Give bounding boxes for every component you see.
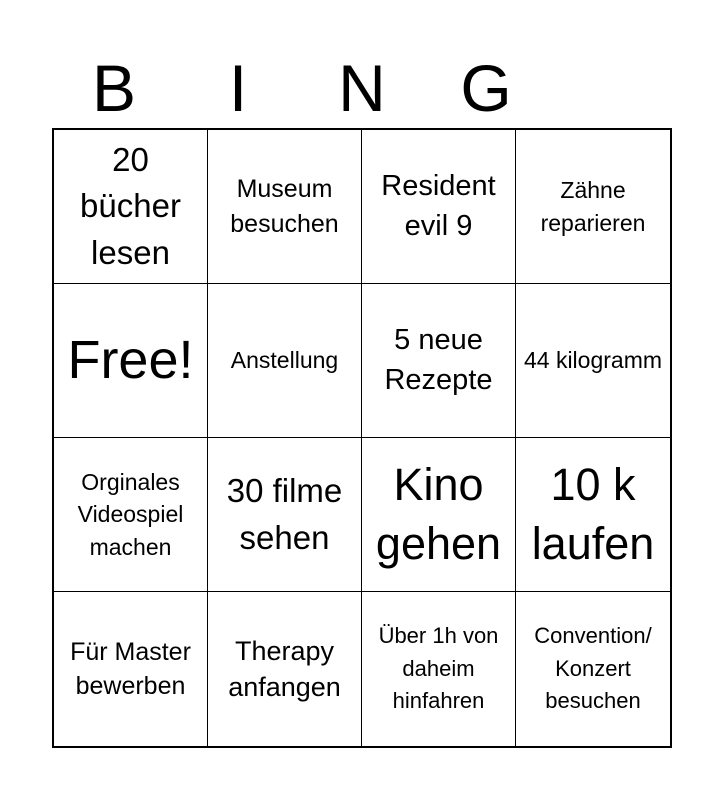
cell-text: Kino gehen: [375, 459, 502, 569]
cell-text: 30 filme sehen: [226, 472, 343, 556]
cell-text: Orginales Videospiel machen: [77, 469, 184, 560]
cell-text: Zähne reparieren: [540, 177, 646, 236]
cell-text: Über 1h von daheim hinfahren: [378, 623, 499, 714]
cell-text: Für Master bewerben: [70, 637, 191, 700]
bingo-cell[interactable]: [516, 284, 670, 438]
cell-text: Resident evil 9: [381, 170, 496, 242]
bingo-cell[interactable]: [516, 592, 670, 746]
bingo-cell[interactable]: [208, 592, 362, 746]
cell-text: Anstellung: [230, 347, 339, 374]
header-letter-n: N: [338, 51, 386, 125]
bingo-cell[interactable]: [208, 284, 362, 438]
bingo-cell[interactable]: [208, 130, 362, 284]
bingo-cell[interactable]: [54, 438, 208, 592]
cell-text: Therapy anfangen: [228, 635, 341, 702]
bingo-cell[interactable]: [362, 130, 516, 284]
cell-text: 10 k laufen: [531, 459, 655, 569]
bingo-cell[interactable]: [54, 130, 208, 284]
bingo-cell[interactable]: [516, 438, 670, 592]
bingo-cell[interactable]: [362, 284, 516, 438]
header-letter-i: I: [228, 51, 248, 125]
header-letter-g: G: [460, 51, 512, 125]
cell-text: Free!: [67, 329, 194, 390]
header-letter-b: B: [91, 51, 137, 125]
bingo-cell[interactable]: [516, 130, 670, 284]
bingo-cell-free[interactable]: [54, 284, 208, 438]
bingo-cell[interactable]: [362, 438, 516, 592]
cell-text: 20 bücher lesen: [80, 141, 181, 271]
cell-text: Museum besuchen: [230, 175, 339, 238]
bingo-cell[interactable]: [208, 438, 362, 592]
bingo-cell[interactable]: [54, 592, 208, 746]
bingo-board: [52, 128, 672, 748]
bingo-cell[interactable]: [362, 592, 516, 746]
cell-text: 44 kilogramm: [523, 347, 663, 374]
cell-text: 5 neue Rezepte: [384, 324, 493, 396]
bingo-header: [52, 50, 672, 126]
cell-text: Convention/ Konzert besuchen: [534, 623, 652, 714]
